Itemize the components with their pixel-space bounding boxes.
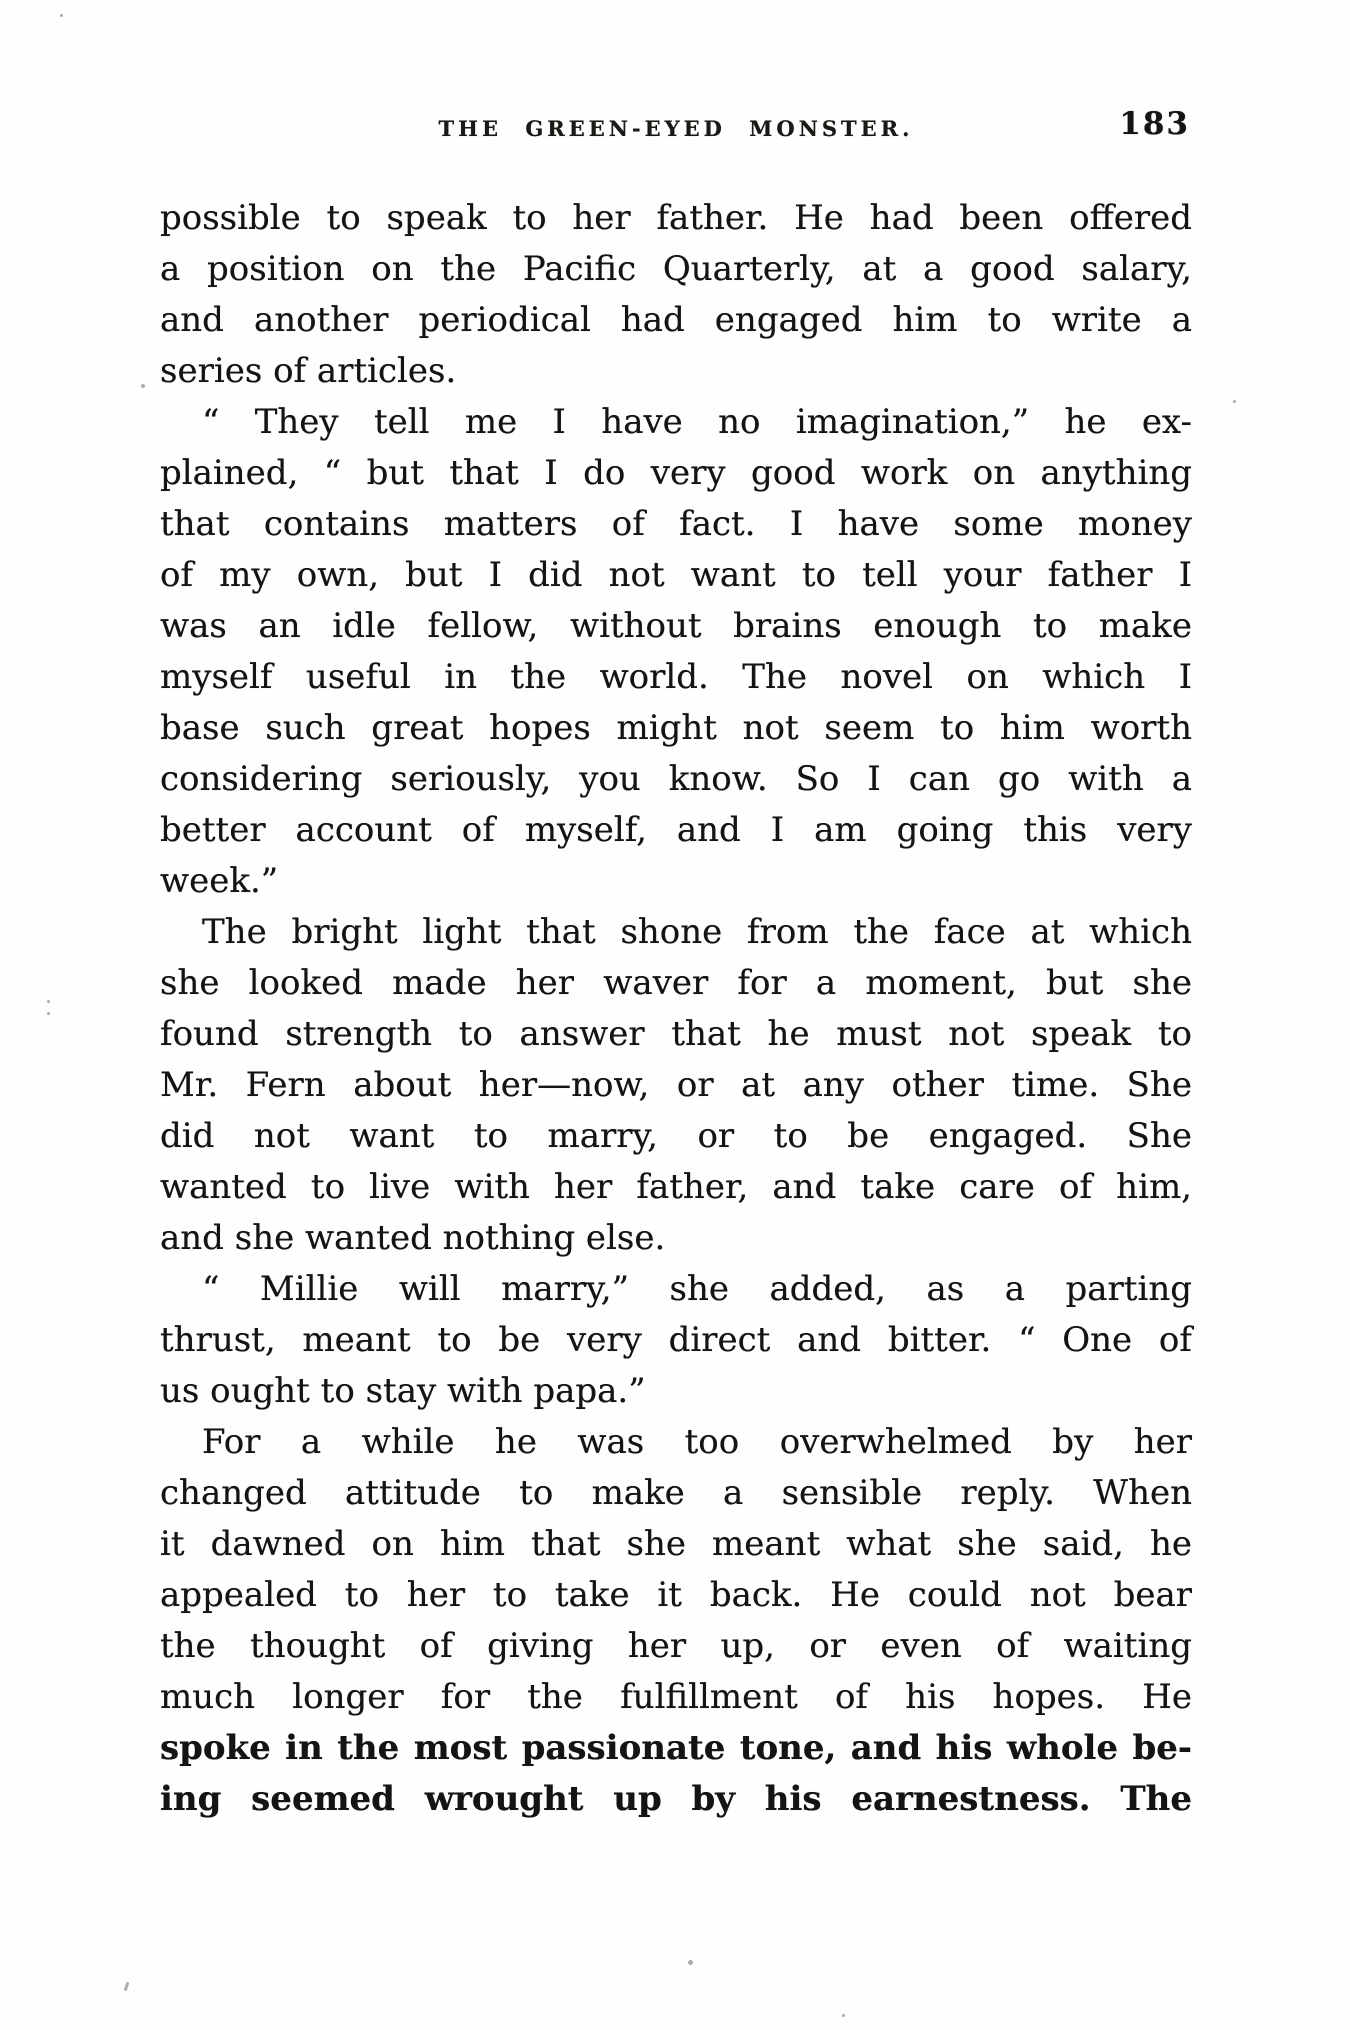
text-line: a position on the Pacific Quarterly, at a good salary, — [160, 249, 1192, 289]
text-line: and another periodical had engaged him to write a — [160, 300, 1192, 340]
scan-speck — [842, 2014, 845, 2017]
scan-speck — [688, 1960, 693, 1965]
text-line: wanted to live with her father, and take care of him, — [160, 1167, 1192, 1207]
scan-speck — [47, 1000, 50, 1003]
scan-speck — [141, 384, 145, 388]
text-line: ing seemed wrought up by his earnestness. The — [160, 1779, 1192, 1819]
text-line: Mr. Fern about her—now, or at any other time. She — [160, 1065, 1192, 1105]
text-line: that contains matters of fact. I have some money — [160, 504, 1192, 544]
text-line: of my own, but I did not want to tell your father I — [160, 555, 1192, 595]
text-line: us ought to stay with papa.” — [160, 1371, 646, 1411]
text-line: found strength to answer that he must not speak to — [160, 1014, 1192, 1054]
text-line: series of articles. — [160, 351, 457, 391]
text-line: plained, “ but that I do very good work on anything — [160, 453, 1192, 493]
page-number: 183 — [1119, 106, 1190, 142]
scan-speck — [47, 1012, 50, 1015]
text-line: it dawned on him that she meant what she said, he — [160, 1524, 1192, 1564]
text-line: myself useful in the world. The novel on which I — [160, 657, 1192, 697]
text-line: spoke in the most passionate tone, and his whole be- — [160, 1728, 1192, 1768]
text-line: appealed to her to take it back. He could not bear — [160, 1575, 1192, 1615]
text-line: much longer for the fulfillment of his hopes. He — [160, 1677, 1192, 1717]
text-line: considering seriously, you know. So I can go with a — [160, 759, 1192, 799]
text-line: the thought of giving her up, or even of waiting — [160, 1626, 1192, 1666]
text-line: did not want to marry, or to be engaged. She — [160, 1116, 1192, 1156]
text-line: and she wanted nothing else. — [160, 1218, 666, 1258]
text-line: thrust, meant to be very direct and bitter. “ One of — [160, 1320, 1192, 1360]
scan-speck — [124, 1982, 130, 1991]
text-line: possible to speak to her father. He had been offered — [160, 198, 1192, 238]
text-line: she looked made her waver for a moment, but she — [160, 963, 1192, 1003]
scan-speck — [1233, 400, 1236, 403]
text-line: was an idle fellow, without brains enough to make — [160, 606, 1192, 646]
text-line: changed attitude to make a sensible reply. When — [160, 1473, 1192, 1513]
scan-speck — [60, 14, 63, 17]
chapter-title: THE GREEN-EYED MONSTER. — [438, 116, 914, 141]
running-header — [160, 106, 1192, 156]
text-line: better account of myself, and I am going this very — [160, 810, 1192, 850]
body-text — [160, 193, 1192, 1825]
text-line: “ They tell me I have no imagination,” he ex- — [202, 402, 1192, 442]
text-line: week.” — [160, 861, 279, 901]
text-line: The bright light that shone from the face at which — [202, 912, 1192, 952]
text-line: “ Millie will marry,” she added, as a parting — [202, 1269, 1192, 1309]
text-line: For a while he was too overwhelmed by her — [202, 1422, 1192, 1462]
text-line: base such great hopes might not seem to him worth — [160, 708, 1192, 748]
